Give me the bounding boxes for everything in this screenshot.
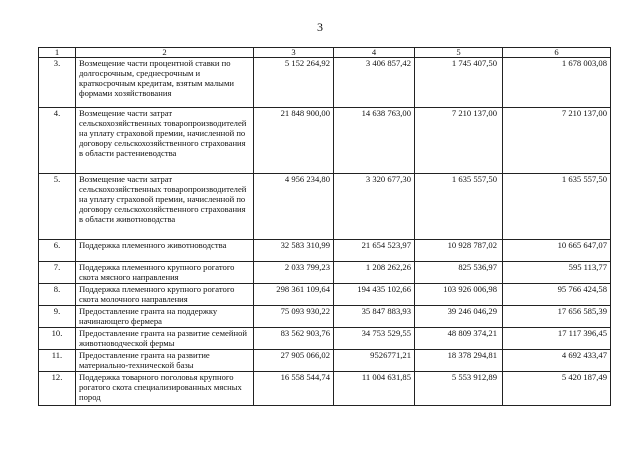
value-col-6: 4 692 433,47	[503, 350, 611, 372]
value-col-5: 825 536,97	[415, 262, 503, 284]
value-col-3: 32 583 310,99	[254, 240, 334, 262]
row-name: Поддержка племенного животноводства	[76, 240, 254, 262]
row-name: Предоставление гранта на развитие материально-технической базы	[76, 350, 254, 372]
table-row	[39, 240, 611, 262]
row-name: Предоставление гранта на развитие семейной животноводческой фермы	[76, 328, 254, 350]
subsidy-table	[38, 47, 611, 406]
value-col-3: 21 848 900,00	[254, 108, 334, 174]
value-col-3: 2 033 799,23	[254, 262, 334, 284]
value-col-6: 1 635 557,50	[503, 174, 611, 240]
value-col-5: 48 809 374,21	[415, 328, 503, 350]
value-col-4: 11 004 631,85	[334, 372, 415, 406]
row-number: 3.	[39, 58, 76, 108]
row-name: Возмещение части затрат сельскохозяйственных товаропроизводителей на уплату страховой премии, начисленной по договору сельскохозяйственного страхования в области животноводства	[76, 174, 254, 240]
header-cell: 6	[503, 48, 611, 58]
value-col-5: 5 553 912,89	[415, 372, 503, 406]
value-col-4: 3 320 677,30	[334, 174, 415, 240]
row-number: 9.	[39, 306, 76, 328]
value-col-4: 21 654 523,97	[334, 240, 415, 262]
table-row	[39, 58, 611, 108]
value-col-5: 7 210 137,00	[415, 108, 503, 174]
row-name: Поддержка племенного крупного рогатого скота мясного направления	[76, 262, 254, 284]
table-row	[39, 284, 611, 306]
value-col-6: 17 117 396,45	[503, 328, 611, 350]
row-number: 11.	[39, 350, 76, 372]
table-header-row	[39, 48, 611, 58]
table-row	[39, 174, 611, 240]
value-col-4: 34 753 529,55	[334, 328, 415, 350]
value-col-3: 4 956 234,80	[254, 174, 334, 240]
header-cell: 4	[334, 48, 415, 58]
value-col-6: 595 113,77	[503, 262, 611, 284]
row-number: 10.	[39, 328, 76, 350]
row-number: 4.	[39, 108, 76, 174]
row-number: 7.	[39, 262, 76, 284]
value-col-6: 95 766 424,58	[503, 284, 611, 306]
value-col-4: 35 847 883,93	[334, 306, 415, 328]
row-number: 8.	[39, 284, 76, 306]
table-row	[39, 372, 611, 406]
value-col-3: 27 905 066,02	[254, 350, 334, 372]
value-col-6: 1 678 003,08	[503, 58, 611, 108]
page-number: 3	[317, 20, 323, 34]
row-number: 12.	[39, 372, 76, 406]
value-col-3: 75 093 930,22	[254, 306, 334, 328]
header-cell: 1	[39, 48, 76, 58]
value-col-3: 83 562 903,76	[254, 328, 334, 350]
header-cell: 3	[254, 48, 334, 58]
table-row	[39, 108, 611, 174]
header-cell: 5	[415, 48, 503, 58]
value-col-4: 1 208 262,26	[334, 262, 415, 284]
value-col-5: 103 926 006,98	[415, 284, 503, 306]
value-col-6: 7 210 137,00	[503, 108, 611, 174]
row-name: Поддержка племенного крупного рогатого скота молочного направления	[76, 284, 254, 306]
value-col-5: 18 378 294,81	[415, 350, 503, 372]
table-row	[39, 328, 611, 350]
value-col-4: 14 638 763,00	[334, 108, 415, 174]
value-col-3: 298 361 109,64	[254, 284, 334, 306]
value-col-4: 194 435 102,66	[334, 284, 415, 306]
value-col-6: 10 665 647,07	[503, 240, 611, 262]
table-row	[39, 350, 611, 372]
row-number: 5.	[39, 174, 76, 240]
row-name: Предоставление гранта на поддержку начинающего фермера	[76, 306, 254, 328]
value-col-6: 5 420 187,49	[503, 372, 611, 406]
value-col-6: 17 656 585,39	[503, 306, 611, 328]
value-col-5: 10 928 787,02	[415, 240, 503, 262]
table-row	[39, 306, 611, 328]
value-col-5: 39 246 046,29	[415, 306, 503, 328]
value-col-4: 3 406 857,42	[334, 58, 415, 108]
header-cell: 2	[76, 48, 254, 58]
row-name: Поддержка товарного поголовья крупного рогатого скота специализированных мясных пород	[76, 372, 254, 406]
value-col-4: 9526771,21	[334, 350, 415, 372]
value-col-3: 5 152 264,92	[254, 58, 334, 108]
row-name: Возмещение части процентной ставки по долгосрочным, среднесрочным и краткосрочным кредитам, взятым малыми формами хозяйствования	[76, 58, 254, 108]
table-row	[39, 262, 611, 284]
row-number: 6.	[39, 240, 76, 262]
value-col-5: 1 635 557,50	[415, 174, 503, 240]
value-col-5: 1 745 407,50	[415, 58, 503, 108]
row-name: Возмещение части затрат сельскохозяйственных товаропроизводителей на уплату страховой премии, начисленной по договору сельскохозяйственного страхования в области растениеводства	[76, 108, 254, 174]
value-col-3: 16 558 544,74	[254, 372, 334, 406]
